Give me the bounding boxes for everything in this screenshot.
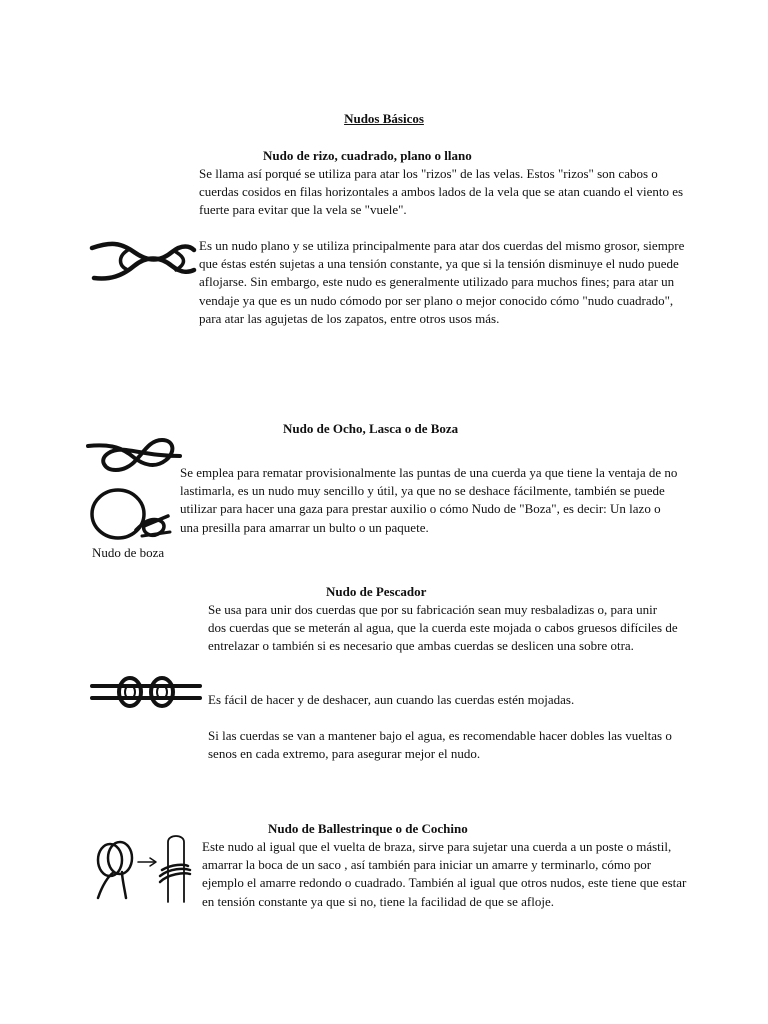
paragraph-fishermans-knot-easy: Es fácil de hacer y de deshacer, aun cuando las cuerdas estén mojadas. <box>208 692 575 707</box>
section-heading-fishermans-knot: Nudo de Pescador <box>326 584 427 599</box>
paragraph-reef-knot-origin: Se llama así porqué se utiliza para atar los "rizos" de las velas. Estos "rizos" son cabos o cuerdas cosidos en filas horizontales a ambos lados de la vela que se atan cuando el viento es fuerte para evitar que la vela se "vuele". <box>199 166 684 218</box>
reef-knot-illustration <box>90 238 196 284</box>
paragraph-figure-eight: Se emplea para rematar provisionalmente las puntas de una cuerda ya que tiene la ventaja de no lastimarla, es un nudo muy sencillo y útil, ya que no se deshace fácilmente, también se puede utilizar para hacer una gaza para prestar auxilio o cómo Nudo de "Boza", es decir: Un lazo o una presilla para amarrar un bulto o un paquete. <box>180 465 678 535</box>
clove-hitch-illustration <box>92 832 198 904</box>
section-heading-figure-eight: Nudo de Ocho, Lasca o de Boza <box>283 421 459 436</box>
section-heading-clove-hitch: Nudo de Ballestrinque o de Cochino <box>268 821 468 836</box>
caption-nudo-de-boza: Nudo de boza <box>92 545 165 560</box>
paragraph-fishermans-knot-water: Si las cuerdas se van a mantener bajo el agua, es recomendable hacer dobles las vueltas o senos en cada extremo, para asegurar mejor el nudo. <box>208 728 672 762</box>
document-title: Nudos Básicos <box>344 111 424 126</box>
paragraph-reef-knot-usage: Es un nudo plano y se utiliza principalmente para atar dos cuerdas del mismo grosor, siempre que éstas estén sujetas a una tensión constante, ya que si la tensión disminuye el nudo puede aflojarse. Sin embargo, este nudo es generalmente utilizado para muchos fines; para atar un vendaje ya que es un nudo cómodo por ser plano o mejor conocido cómo "nudo cuadrado", para atar las agujetas de los zapatos, entre otros usos más. <box>199 238 685 326</box>
figure-eight-knot-illustration <box>86 436 182 476</box>
boza-knot-illustration <box>88 486 174 546</box>
section-heading-reef-knot: Nudo de rizo, cuadrado, plano o llano <box>263 148 472 163</box>
paragraph-clove-hitch: Este nudo al igual que el vuelta de braza, sirve para sujetar una cuerda a un poste o mástil, amarrar la boca de un saco , así también para iniciar un amarre y terminarlo, cómo por ejemplo el amarre redondo o cuadrado. También al igual que otros nudos, este tiene que estar en tensión constante ya que si no, tiene la facilidad de que se afloje. <box>202 839 687 909</box>
fishermans-knot-illustration <box>90 672 202 712</box>
paragraph-fishermans-knot-usage: Se usa para unir dos cuerdas que por su fabricación sean muy resbaladizas o, para unir dos cuerdas que se meterán al agua, que la cuerda este mojada o cabos gruesos difíciles de entrelazar o también si es necesario que ambas cuerdas se deslicen una sobre otra. <box>208 602 678 654</box>
